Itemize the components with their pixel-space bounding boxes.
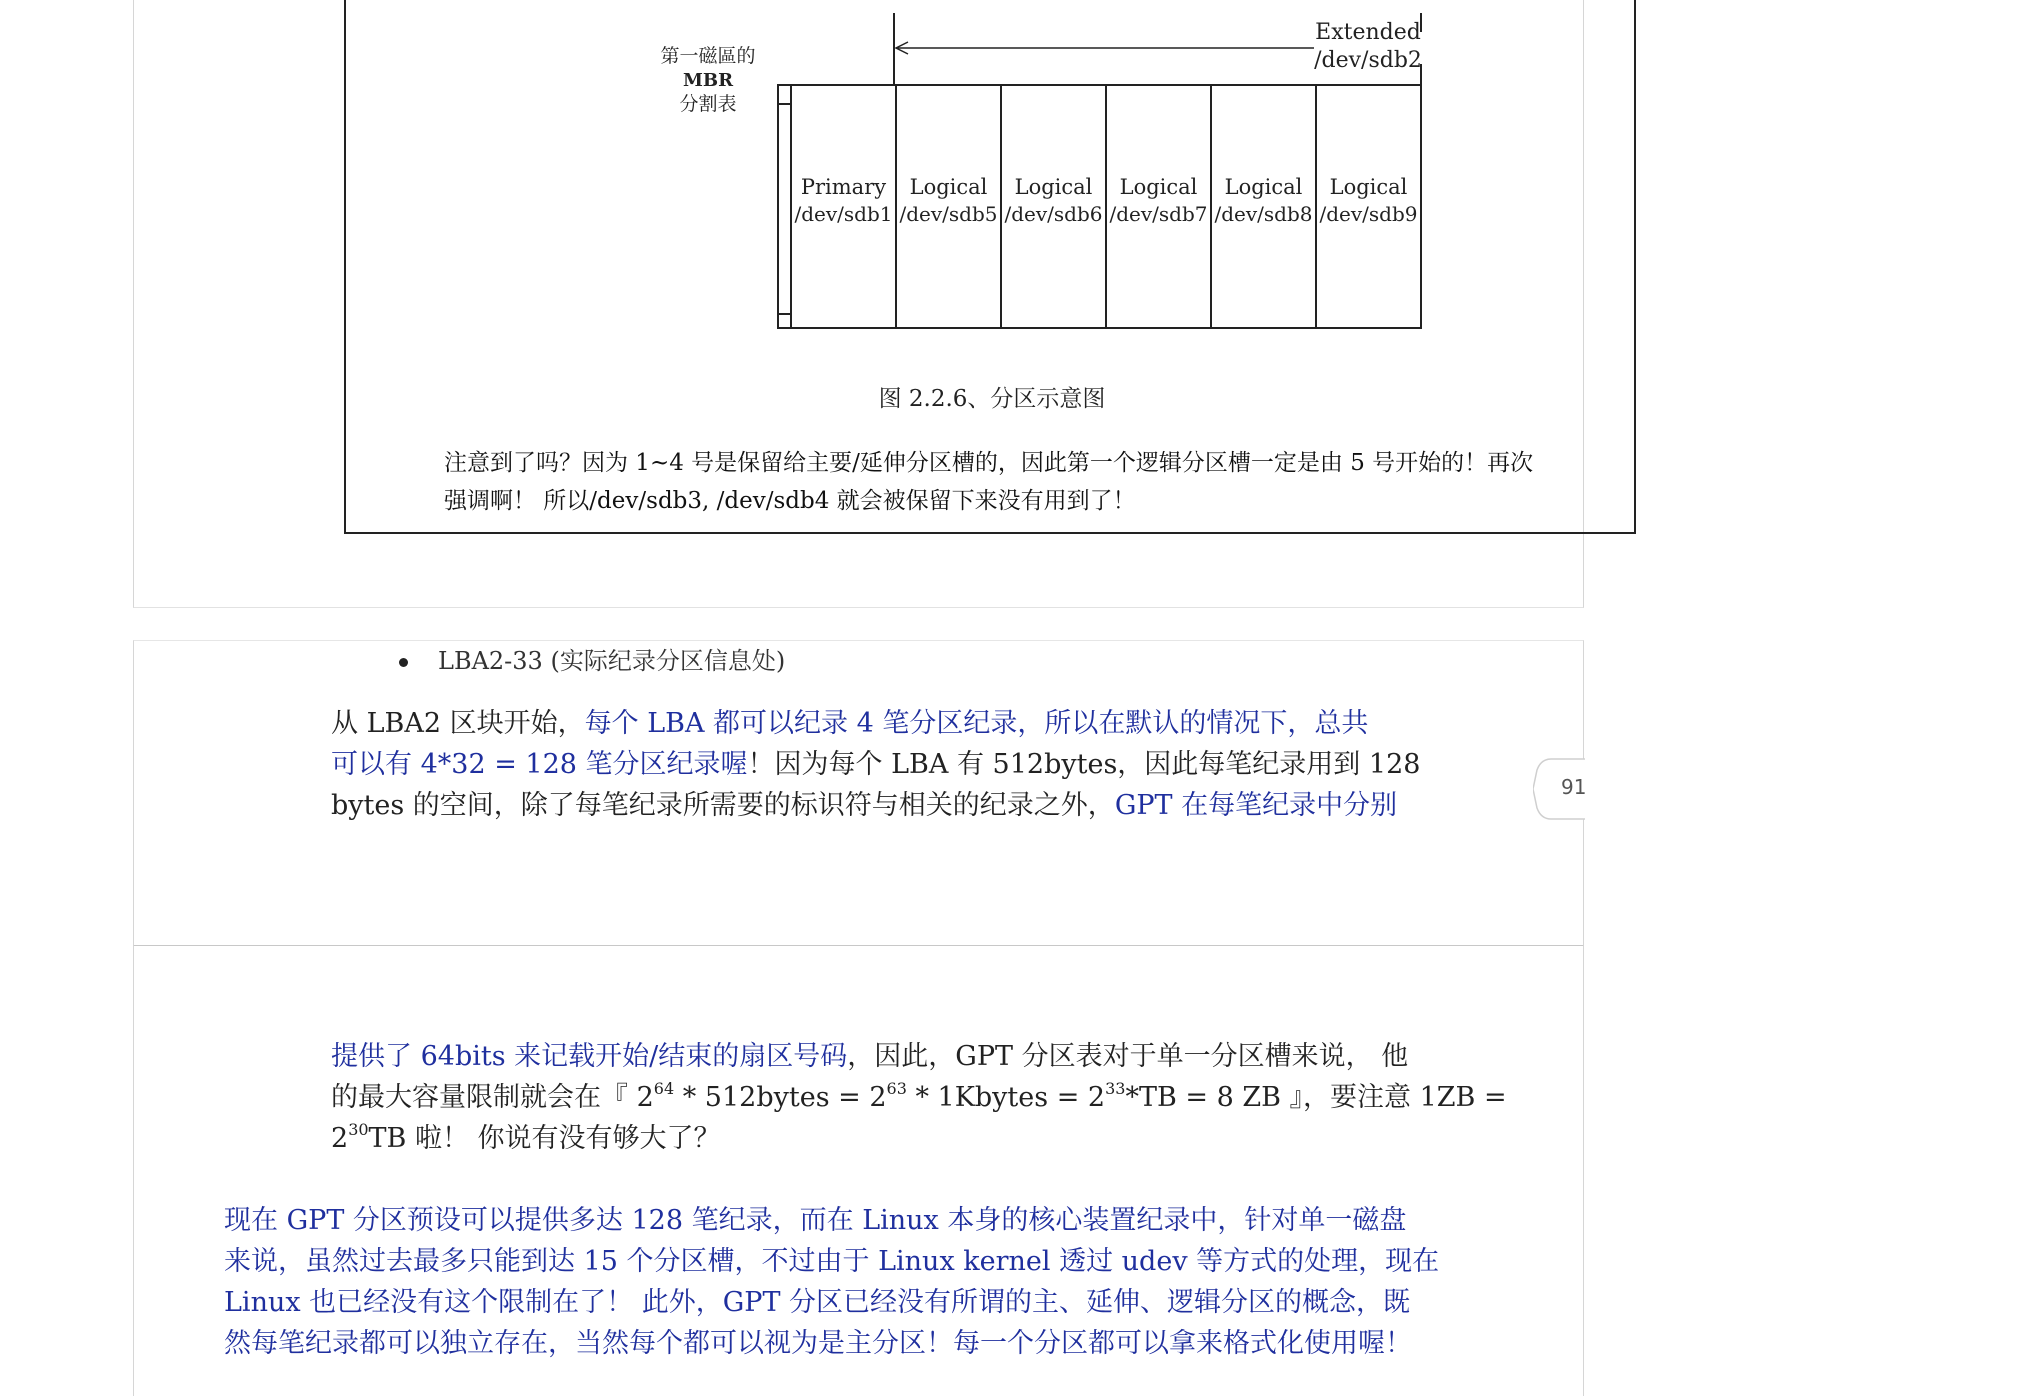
figure-note	[444, 444, 1636, 520]
para2-text: *TB = 8 ZB 』，要注意 1ZB =	[1125, 1082, 1507, 1113]
para2-text: TB 啦！ 你说有没有够大了？	[368, 1123, 721, 1154]
mbr-column	[778, 85, 791, 328]
para1-text: 从 LBA2 区块开始，	[331, 708, 585, 739]
para2-highlight: 提供了 64bits 来记载开始/结束的扇区号码	[331, 1041, 848, 1072]
para3-line: 现在 GPT 分区预设可以提供多达 128 笔纪录，而在 Linux 本身的核心装置纪录中，针对单一磁盘	[224, 1205, 1407, 1236]
partition-type-label: Logical	[1119, 175, 1198, 199]
bullet-lba2-33	[399, 641, 785, 676]
partition-diagram	[346, 0, 1638, 358]
page-gpt-section	[133, 946, 1584, 1396]
bullet-text: LBA2-33 (实际纪录分区信息处)	[438, 647, 786, 675]
partition-type-label: Logical	[909, 175, 988, 199]
note-line-2: 强调啊！ 所以/dev/sdb3, /dev/sdb4 就会被保留下来没有用到了！	[444, 488, 1136, 514]
para2-text: * 1Kbytes = 2	[906, 1082, 1106, 1113]
para1-highlight: 可以有 4*32 = 128 笔分区纪录喔	[331, 749, 748, 780]
lba-paragraph	[331, 703, 1420, 826]
exponent: 63	[886, 1079, 907, 1098]
exponent: 33	[1105, 1079, 1126, 1098]
exponent: 64	[653, 1079, 675, 1098]
partition-device-label: /dev/sdb8	[1214, 202, 1313, 226]
page-lba-section	[133, 640, 1587, 947]
exponent: 30	[348, 1120, 369, 1139]
para1-highlight: 每个 LBA 都可以纪录 4 笔分区纪录，所以在默认的情况下，总共	[584, 708, 1369, 739]
mbr-label-line-1: 第一磁區的	[660, 45, 756, 67]
partition-device-label: /dev/sdb9	[1319, 202, 1418, 226]
para2-text: ，因此，GPT 分区表对于单一分区槽来说， 他	[847, 1041, 1409, 1072]
para1-text: bytes 的空间，除了每笔纪录所需要的标识符与相关的纪录之外，	[331, 790, 1115, 821]
bullet-dot-icon	[399, 658, 408, 667]
para2-text: * 512bytes = 2	[674, 1082, 887, 1113]
para3-line: 然每笔纪录都可以独立存在，当然每个都可以视为是主分区！每一个分区都可以拿来格式化使用喔！	[224, 1328, 1412, 1359]
partition-device-label: /dev/sdb5	[899, 202, 998, 226]
para3-line: 来说，虽然过去最多只能到达 15 个分区槽，不过由于 Linux kernel 透过 udev 等方式的处理，现在	[224, 1246, 1440, 1277]
partition-type-label: Logical	[1014, 175, 1093, 199]
mbr-label-line-3: 分割表	[679, 93, 737, 115]
partition-type-label: Logical	[1224, 175, 1303, 199]
extended-label: Extended	[1315, 20, 1421, 45]
para1-text: ！因为每个 LBA 有 512bytes，因此每笔纪录用到 128	[747, 749, 1421, 780]
partition-type-label: Logical	[1329, 175, 1408, 199]
para2-text: 2	[331, 1123, 349, 1154]
partition-type-label: Primary	[800, 175, 887, 199]
gpt-linux-paragraph	[224, 1200, 1439, 1364]
para1-highlight: GPT 在每笔纪录中分别	[1114, 790, 1398, 821]
gpt-capacity-paragraph	[331, 1036, 1507, 1159]
partition-device-label: /dev/sdb6	[1004, 202, 1103, 226]
partition-device-label: /dev/sdb1	[794, 202, 893, 226]
para3-line: Linux 也已经没有这个限制在了！ 此外，GPT 分区已经没有所谓的主、延伸、逻辑分区的概念，既	[224, 1287, 1411, 1318]
note-line-1: 注意到了吗？因为 1~4 号是保留给主要/延伸分区槽的，因此第一个逻辑分区槽一定是由 5 号开始的！再次	[444, 450, 1534, 476]
partition-boxes	[791, 85, 1421, 328]
mbr-label-line-2: MBR	[682, 70, 734, 91]
partition-device-label: /dev/sdb7	[1109, 202, 1208, 226]
figure-frame	[344, 0, 1636, 534]
page-number-tab-label: 91	[1561, 775, 1587, 799]
extended-device: /dev/sdb2	[1314, 48, 1422, 73]
page-figure	[133, 0, 1584, 608]
figure-caption: 图 2.2.6、分区示意图	[878, 386, 1106, 412]
para2-text: 的最大容量限制就会在『 2	[331, 1082, 654, 1113]
